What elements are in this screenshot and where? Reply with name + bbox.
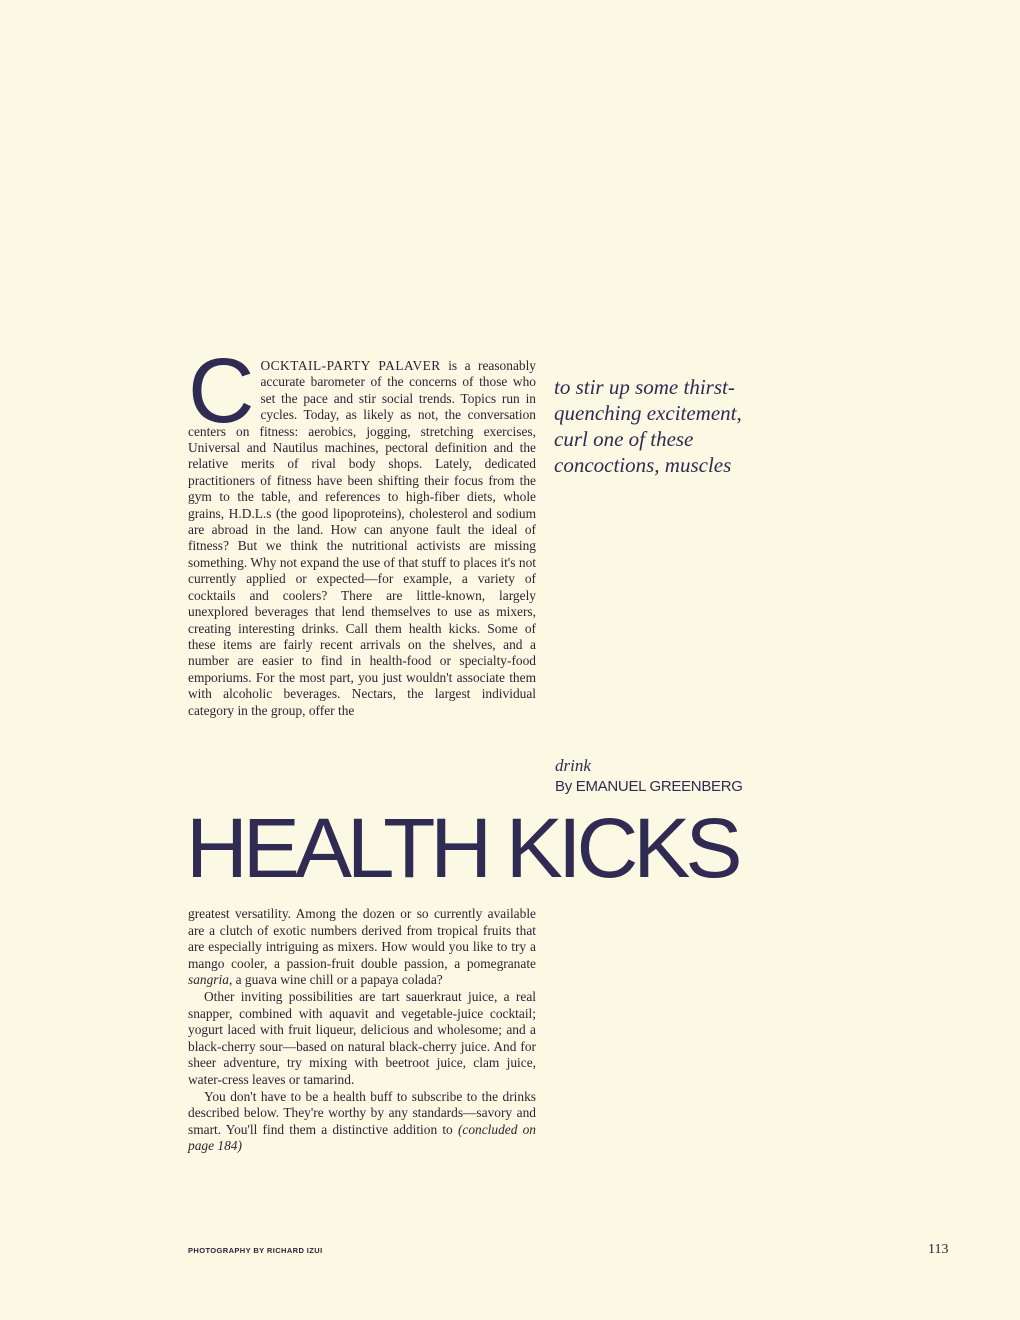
deck-line: to stir up some thirst- bbox=[554, 375, 735, 399]
body-paragraph bbox=[188, 1089, 536, 1155]
intro-text: is a reasonably accurate barometer of the concerns of those who set the pace and stir social trends. Topics run in cycles. Today, as likely as not, the conversation centers on fitness: aerobics, jogging, stretching exercises, Universal and Nautilus machines, pectoral definition and the relative merits of rival body shops. Lately, dedicated practitioners of fitness have been shifting their focus from the gym to the table, and references to high-fiber diets, whole grains, H.D.L.s (the good lipoproteins), cholesterol and sodium are abroad in the land. How can anyone fault the ideal of fitness? But we think the nutritional activists are missing something. Why not expand the use of that stuff to places it's not currently applied or expected—for example, a variety of cocktails and coolers? There are little-known, largely unexplored beverages that lend themselves to use as mixers, creating interesting drinks. Call them health kicks. Some of these items are fairly recent arrivals on the shelves, and a number are easier to find in health-food or specialty-food emporiums. For the most part, you just wouldn't associate them with alcoholic beverages. Nectars, the largest individual category in the group, offer the bbox=[188, 358, 537, 718]
deck-line: quenching excitement, bbox=[554, 401, 742, 425]
lead-in: OCKTAIL-PARTY PALAVER bbox=[260, 358, 441, 373]
italic-word: sangria bbox=[188, 972, 229, 988]
body-paragraph: Other inviting possibilities are tart sauerkraut juice, a real snapper, combined with aquavit and vegetable-juice cocktail; yogurt laced with fruit liqueur, delicious and wholesome; and a black-cherry sour—based on natural black-cherry juice. And for sheer adventure, try mixing with beetroot juice, clam juice, water-cress leaves or tamarind. bbox=[188, 988, 536, 1087]
body-text: greatest versatility. Among the dozen or so currently available are a clutch of exotic numbers derived from tropical fruits that are especially intriguing as mixers. How would you like to try a mango cooler, a passion-fruit double passion, a pomegranate bbox=[188, 906, 536, 971]
jump-line: (concluded on page 184) bbox=[188, 1121, 536, 1154]
deck-line: concoctions, muscles bbox=[554, 453, 732, 477]
page-number: 113 bbox=[928, 1242, 949, 1257]
intro-column bbox=[188, 340, 537, 719]
photo-credit: PHOTOGRAPHY BY RICHARD IZUI bbox=[188, 1246, 323, 1255]
intro-paragraph bbox=[188, 340, 537, 719]
body-paragraph bbox=[188, 906, 536, 989]
body-text: You don't have to be a health buff to subscribe to the drinks described below. They're worthy by any standards—savory and smart. You'll find them a distinctive addition to bbox=[188, 1088, 536, 1137]
byline: By EMANUEL GREENBERG bbox=[555, 778, 743, 795]
continuation-column bbox=[188, 906, 536, 1155]
deck-line: curl one of these bbox=[554, 427, 694, 451]
body-text: , a guava wine chill or a papaya colada? bbox=[228, 972, 443, 988]
section-rubric: drink bbox=[555, 756, 591, 775]
deck bbox=[554, 374, 834, 478]
drop-cap: C bbox=[188, 340, 253, 442]
headline: HEALTH KICKS bbox=[186, 801, 738, 895]
